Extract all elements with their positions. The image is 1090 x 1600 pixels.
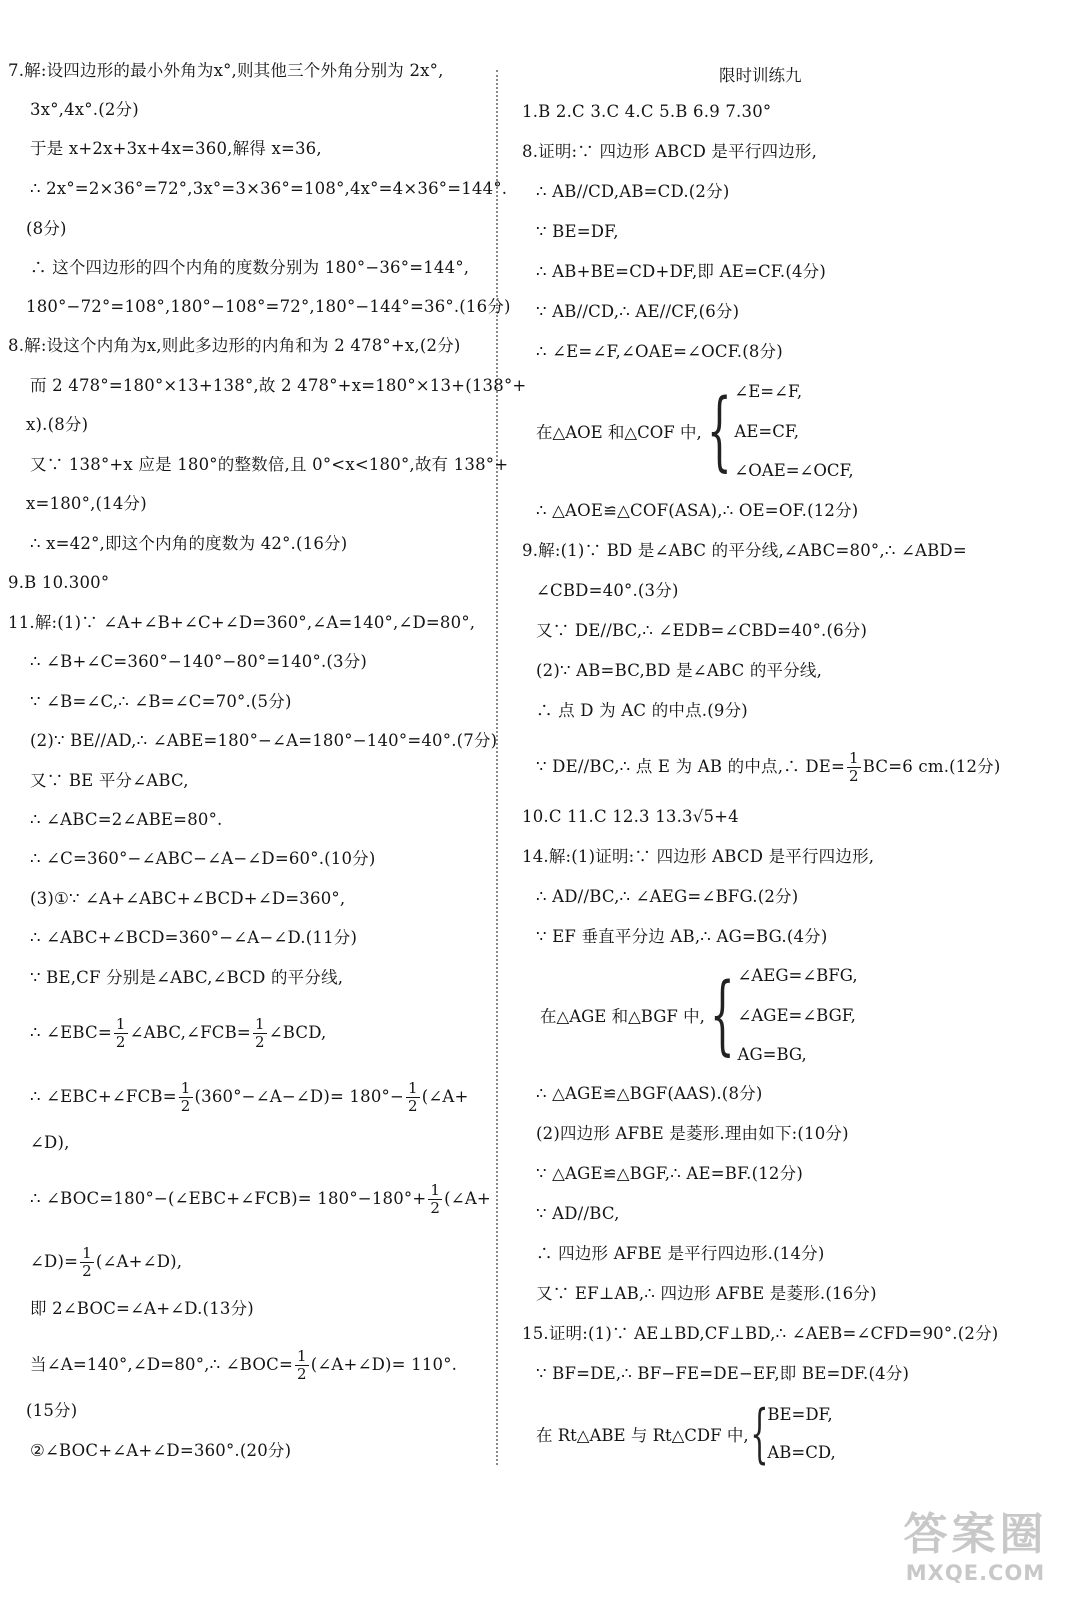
q14-line1: 14.解:(1)证明:∵ 四边形 ABCD 是平行四边形,: [522, 847, 875, 866]
q14-line9: 又∵ EF⊥AB,∴ 四边形 AFBE 是菱形.(16分): [536, 1284, 877, 1303]
q7-line5: (8分): [26, 219, 67, 238]
fraction-half: $\frac{1}{2}$: [254, 1015, 265, 1051]
q14-line4: ∴ △AGE≌△BGF(AAS).(8分): [536, 1084, 763, 1103]
q11-frac-line3: ∠D),: [30, 1133, 70, 1152]
q7-line1: 7.解:设四边形的最小外角为x°,则其他三个外角分别为 2x°,: [8, 61, 444, 80]
q11-frac-line1: ∴ ∠EBC= $\frac{1}{2}$ ∠ABC,∠FCB= $\frac{1}{2}$ ∠BCD,: [30, 1015, 327, 1051]
q9-line2: ∠CBD=40°.(3分): [536, 581, 679, 600]
q11-line5: 又∵ BE 平分∠ABC,: [30, 771, 189, 790]
q8-line5: x=180°,(14分): [26, 494, 147, 513]
equation-system-age-bgf: 在△AGE 和△BGF 中, { ∠AEG=∠BFG, ∠AGE=∠BGF, AG=BG,: [540, 965, 858, 1066]
q8-proof-line5: ∵ AB//CD,∴ AE//CF,(6分): [536, 302, 740, 321]
q7-line6: ∴ 这个四边形的四个内角的度数分别为 180°−36°=144°,: [30, 258, 470, 277]
q14-line3: ∵ EF 垂直平分边 AB,∴ AG=BG.(4分): [536, 927, 828, 946]
q11-line9: ∴ ∠ABC+∠BCD=360°−∠A−∠D.(11分): [30, 928, 358, 947]
q11-score-15: (15分): [26, 1401, 78, 1420]
answers-1-7: 1.B 2.C 3.C 4.C 5.B 6.9 7.30°: [522, 102, 772, 121]
q11-line3: ∵ ∠B=∠C,∴ ∠B=∠C=70°.(5分): [30, 692, 292, 711]
q11-frac-line4: ∴ ∠BOC=180°−(∠EBC+∠FCB)= 180°−180°+ $\frac{1}{2}$ (∠A+: [30, 1181, 491, 1217]
q11-frac-line2: ∴ ∠EBC+∠FCB= $\frac{1}{2}$ (360°−∠A−∠D)= 180°− $\frac{1}{2}$ (∠A+: [30, 1079, 469, 1115]
q8-line3: x).(8分): [26, 415, 89, 434]
q11-line-2boc: 即 2∠BOC=∠A+∠D.(13分): [30, 1299, 254, 1318]
q7-line4: ∴ 2x°=2×36°=72°,3x°=3×36°=108°,4x°=4×36°=144°.: [30, 179, 508, 198]
answers-10-13: 10.C 11.C 12.3 13.3√5+4: [522, 807, 739, 826]
q7-line3: 于是 x+2x+3x+4x=360,解得 x=36,: [30, 139, 322, 158]
brace: {: [749, 1397, 769, 1471]
fraction-half: $\frac{1}{2}$: [297, 1347, 307, 1383]
q11-frac-line6: 当∠A=140°,∠D=80°,∴ ∠BOC= $\frac{1}{2}$ (∠A+∠D)= 110°.: [30, 1347, 458, 1383]
q14-line5: (2)四边形 AFBE 是菱形.理由如下:(10分): [536, 1124, 849, 1143]
q14-line8: ∴ 四边形 AFBE 是平行四边形.(14分): [536, 1244, 825, 1263]
watermark-logo-text: 答案圈: [903, 1509, 1048, 1560]
brace: {: [709, 965, 735, 1066]
column-divider: [496, 70, 498, 1465]
q14-line2: ∴ AD//BC,∴ ∠AEG=∠BFG.(2分): [536, 887, 799, 906]
q8-line4: 又∵ 138°+x 应是 180°的整数倍,且 0°<x<180°,故有 138°+: [30, 455, 509, 474]
section-title: 限时训练九: [719, 66, 802, 85]
brace: {: [706, 381, 732, 482]
watermark-logo: [883, 1510, 1068, 1592]
watermark-site-text: MXQE.COM: [905, 1561, 1046, 1585]
fraction-half: $\frac{1}{2}$: [430, 1181, 441, 1217]
q14-line7: ∵ AD//BC,: [536, 1204, 620, 1223]
q11-line4: (2)∵ BE//AD,∴ ∠ABE=180°−∠A=180°−140°=40°.(7分): [30, 731, 498, 750]
q11-part2-answer: ②∠BOC+∠A+∠D=360°.(20分): [30, 1441, 292, 1460]
q9-line6: ∵ DE//BC,∴ 点 E 为 AB 的中点,∴ DE= $\frac{1}{2}$ BC=6 cm.(12分): [536, 749, 1001, 785]
q8-line2: 而 2 478°=180°×13+138°,故 2 478°+x=180°×13+(138°+: [30, 376, 527, 395]
equation-system-aoe-cof: 在△AOE 和△COF 中, { ∠E=∠F, AE=CF, ∠OAE=∠OCF,: [536, 381, 854, 482]
q7-line2: 3x°,4x°.(2分): [30, 100, 139, 119]
q14-line6: ∵ △AGE≌△BGF,∴ AE=BF.(12分): [536, 1164, 803, 1183]
q8-line6: ∴ x=42°,即这个内角的度数为 42°.(16分): [30, 534, 348, 553]
q11-line7: ∴ ∠C=360°−∠ABC−∠A−∠D=60°.(10分): [30, 849, 376, 868]
q7-line7: 180°−72°=108°,180°−108°=72°,180°−144°=36°.(16分): [26, 297, 511, 316]
fraction-half: $\frac{1}{2}$: [180, 1079, 191, 1115]
q11-line8: (3)①∵ ∠A+∠ABC+∠BCD+∠D=360°,: [30, 889, 346, 908]
q11-line1: 11.解:(1)∵ ∠A+∠B+∠C+∠D=360°,∠A=140°,∠D=80°,: [8, 613, 476, 632]
equation-system-rt: 在 Rt△ABE 与 Rt△CDF 中, { BE=DF, AB=CD,: [536, 1397, 836, 1471]
q15-line1: 15.证明:(1)∵ AE⊥BD,CF⊥BD,∴ ∠AEB=∠CFD=90°.(2分): [522, 1324, 999, 1343]
q9-line1: 9.解:(1)∵ BD 是∠ABC 的平分线,∠ABC=80°,∴ ∠ABD=: [522, 541, 967, 560]
fraction-half: $\frac{1}{2}$: [408, 1079, 418, 1115]
fraction-half: $\frac{1}{2}$: [849, 749, 859, 785]
q8-proof-conclusion: ∴ △AOE≌△COF(ASA),∴ OE=OF.(12分): [536, 501, 859, 520]
q8-proof-line6: ∴ ∠E=∠F,∠OAE=∠OCF.(8分): [536, 342, 783, 361]
q11-line6: ∴ ∠ABC=2∠ABE=80°.: [30, 810, 223, 829]
q9-10-answers: 9.B 10.300°: [8, 573, 110, 592]
q8-line1: 8.解:设这个内角为x,则此多边形的内角和为 2 478°+x,(2分): [8, 336, 461, 355]
q9-line4: (2)∵ AB=BC,BD 是∠ABC 的平分线,: [536, 661, 823, 680]
q9-line5: ∴ 点 D 为 AC 的中点.(9分): [536, 701, 748, 720]
fraction-half: $\frac{1}{2}$: [82, 1244, 92, 1280]
q11-line10: ∵ BE,CF 分别是∠ABC,∠BCD 的平分线,: [30, 968, 344, 987]
q8-proof-line2: ∴ AB//CD,AB=CD.(2分): [536, 182, 730, 201]
q8-proof-line3: ∵ BE=DF,: [536, 222, 619, 241]
q15-line2: ∵ BF=DE,∴ BF−FE=DE−EF,即 BE=DF.(4分): [536, 1364, 910, 1383]
fraction-half: $\frac{1}{2}$: [115, 1015, 126, 1051]
q9-line3: 又∵ DE//BC,∴ ∠EDB=∠CBD=40°.(6分): [536, 621, 868, 640]
q11-frac-line5: ∠D)= $\frac{1}{2}$ (∠A+∠D),: [30, 1244, 183, 1280]
q8-proof-line1: 8.证明:∵ 四边形 ABCD 是平行四边形,: [522, 142, 818, 161]
q11-line2: ∴ ∠B+∠C=360°−140°−80°=140°.(3分): [30, 652, 368, 671]
q8-proof-line4: ∴ AB+BE=CD+DF,即 AE=CF.(4分): [536, 262, 826, 281]
